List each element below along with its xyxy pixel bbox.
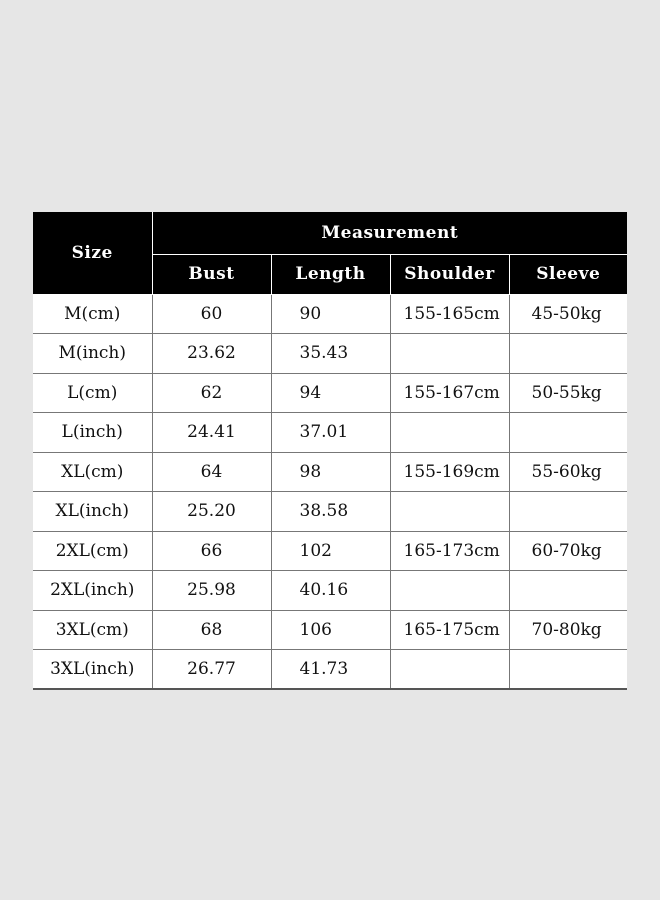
shoulder-cell: 155-169cm [390, 452, 509, 492]
size-cell: M(cm) [33, 294, 152, 334]
bust-cell: 68 [152, 610, 271, 650]
table-row [33, 571, 627, 611]
bust-cell: 23.62 [152, 334, 271, 374]
table-row [33, 650, 627, 690]
table-body [33, 294, 627, 689]
size-cell: M(inch) [33, 334, 152, 374]
table-row [33, 413, 627, 453]
sleeve-cell: 55-60kg [509, 452, 627, 492]
shoulder-cell: 155-167cm [390, 373, 509, 413]
header-sleeve: Sleeve [509, 254, 627, 294]
bust-cell: 25.98 [152, 571, 271, 611]
size-cell: XL(inch) [33, 492, 152, 532]
sleeve-cell [509, 334, 627, 374]
length-cell: 41.73 [271, 650, 390, 690]
shoulder-cell [390, 650, 509, 690]
length-cell: 38.58 [271, 492, 390, 532]
table-header [33, 212, 627, 294]
table-row [33, 452, 627, 492]
length-cell: 98 [271, 452, 390, 492]
sleeve-cell: 60-70kg [509, 531, 627, 571]
sleeve-cell: 45-50kg [509, 294, 627, 334]
shoulder-cell [390, 571, 509, 611]
sleeve-cell: 70-80kg [509, 610, 627, 650]
length-cell: 106 [271, 610, 390, 650]
size-cell: 3XL(inch) [33, 650, 152, 690]
length-cell: 35.43 [271, 334, 390, 374]
header-shoulder: Shoulder [390, 254, 509, 294]
length-cell: 37.01 [271, 413, 390, 453]
header-bust: Bust [152, 254, 271, 294]
length-cell: 94 [271, 373, 390, 413]
table-row [33, 492, 627, 532]
header-measurement: Measurement [152, 212, 627, 254]
bust-cell: 25.20 [152, 492, 271, 532]
size-cell: 3XL(cm) [33, 610, 152, 650]
bust-cell: 24.41 [152, 413, 271, 453]
bust-cell: 62 [152, 373, 271, 413]
bust-cell: 64 [152, 452, 271, 492]
size-cell: L(cm) [33, 373, 152, 413]
sleeve-cell [509, 650, 627, 690]
shoulder-cell [390, 413, 509, 453]
size-cell: 2XL(inch) [33, 571, 152, 611]
length-cell: 90 [271, 294, 390, 334]
size-cell: XL(cm) [33, 452, 152, 492]
bust-cell: 66 [152, 531, 271, 571]
size-chart [33, 212, 627, 690]
shoulder-cell: 165-173cm [390, 531, 509, 571]
sleeve-cell [509, 571, 627, 611]
length-cell: 102 [271, 531, 390, 571]
table-row [33, 334, 627, 374]
shoulder-cell [390, 492, 509, 532]
sleeve-cell [509, 492, 627, 532]
size-cell: L(inch) [33, 413, 152, 453]
table-row [33, 610, 627, 650]
bust-cell: 60 [152, 294, 271, 334]
size-table [33, 212, 627, 690]
shoulder-cell: 155-165cm [390, 294, 509, 334]
sleeve-cell [509, 413, 627, 453]
header-length: Length [271, 254, 390, 294]
length-cell: 40.16 [271, 571, 390, 611]
header-size: Size [33, 212, 152, 294]
table-row [33, 294, 627, 334]
shoulder-cell: 165-175cm [390, 610, 509, 650]
shoulder-cell [390, 334, 509, 374]
bust-cell: 26.77 [152, 650, 271, 690]
table-row [33, 373, 627, 413]
size-cell: 2XL(cm) [33, 531, 152, 571]
sleeve-cell: 50-55kg [509, 373, 627, 413]
table-row [33, 531, 627, 571]
